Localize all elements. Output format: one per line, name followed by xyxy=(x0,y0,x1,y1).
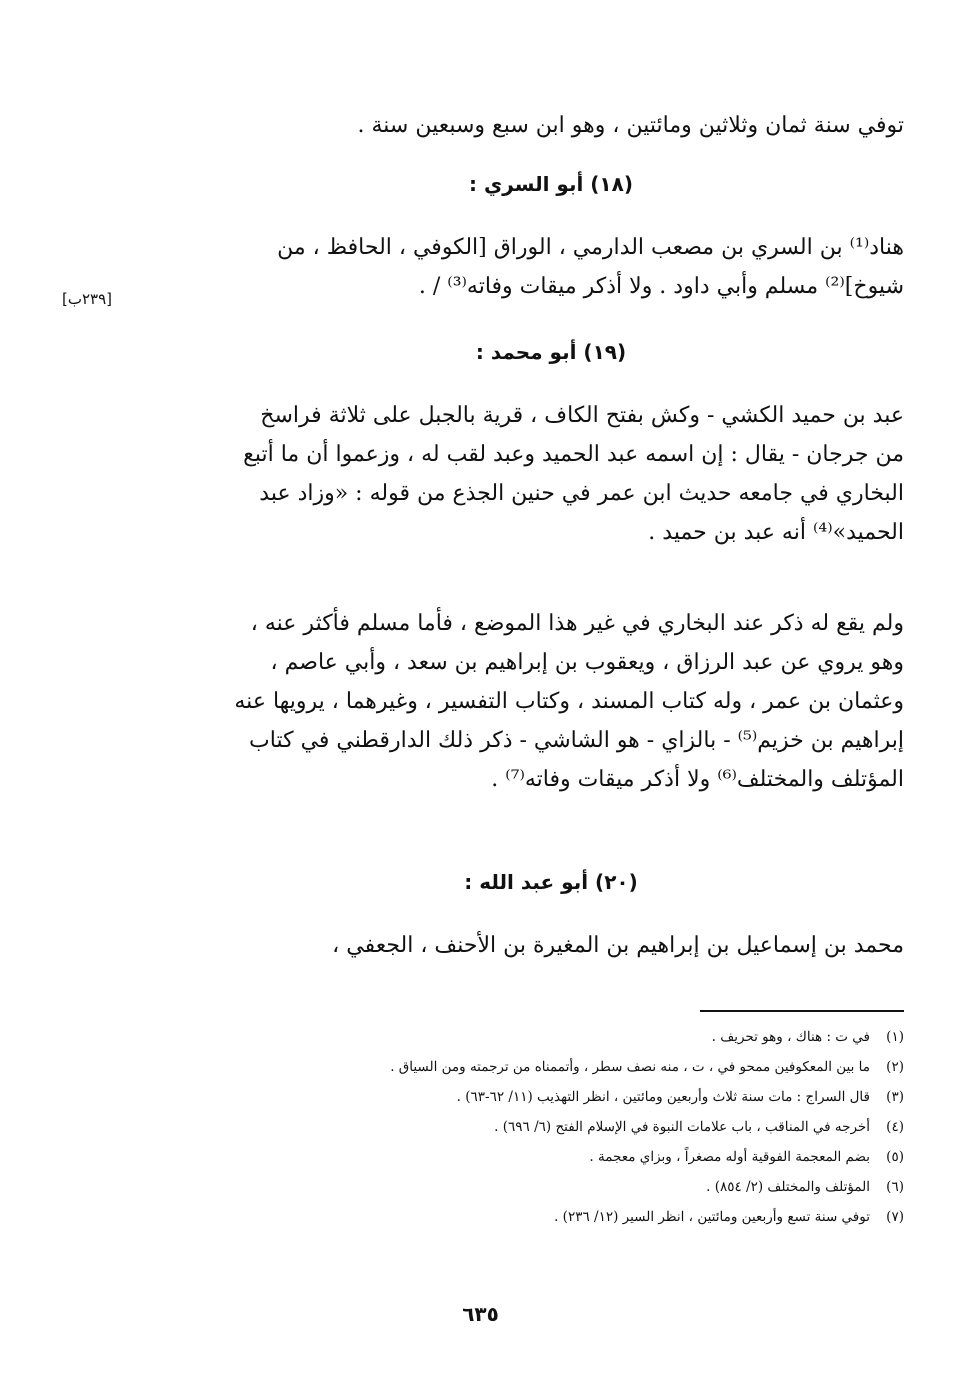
entry-heading-19: (١٩) أبو محمد : xyxy=(475,340,627,364)
footnote-item xyxy=(198,1052,904,1082)
footnote-text: بضم المعجمة الفوقية أوله مصغراً ، وبزاي معجمة . xyxy=(589,1149,870,1165)
footnote-number: (٦) xyxy=(886,1179,904,1195)
footnote-number: (٧) xyxy=(886,1209,904,1225)
text-line: محمد بن إسماعيل بن إبراهيم بن المغيرة بن الأحنف ، الجعفي ، xyxy=(332,933,904,958)
footnote-item xyxy=(198,1172,904,1202)
text-line: البخاري في جامعه حديث ابن عمر في حنين الجذع من قوله : «وزاد عبد xyxy=(259,481,904,506)
text-line: وهو يروي عن عبد الرزاق ، ويعقوب بن إبراهيم بن سعد ، وأبي عاصم ، xyxy=(270,650,904,675)
entry-20-paragraph xyxy=(198,926,904,965)
footnote-number: (٢) xyxy=(886,1059,904,1075)
footnote-number: (٥) xyxy=(886,1149,904,1165)
footnote-item xyxy=(198,1142,904,1172)
entry-19-paragraph-2 xyxy=(198,604,904,799)
footnote-text: ما بين المعكوفين ممحو في ، ت ، منه نصف سطر ، وأتممناه من ترجمته ومن السياق . xyxy=(390,1059,870,1075)
text-line: هناد⁽¹⁾ بن السري بن مصعب الدارمي ، الوراق [الكوفي ، الحافظ ، من xyxy=(277,235,904,260)
footnote-text: أخرجه في المناقب ، باب علامات النبوة في الإسلام الفتح (٦/ ٦٩٦) . xyxy=(494,1119,870,1135)
footnote-item xyxy=(198,1022,904,1052)
footnote-text: في ت : هناك ، وهو تحريف . xyxy=(711,1029,870,1045)
footnote-text: توفي سنة تسع وأربعين ومائتين ، انظر السير (١٢/ ٢٣٦) . xyxy=(554,1209,870,1225)
entry-heading-20: (٢٠) أبو عبد الله : xyxy=(464,870,638,894)
text-line: من جرجان - يقال : إن اسمه عبد الحميد وعبد لقب له ، وزعموا أن ما أتبع xyxy=(243,442,904,467)
footnote-number: (٣) xyxy=(886,1089,904,1105)
text-line: إبراهيم بن خزيم⁽⁵⁾ - بالزاي - هو الشاشي - ذكر ذلك الدارقطني في كتاب xyxy=(249,728,904,753)
footnote-separator xyxy=(700,1010,904,1012)
footnote-item xyxy=(198,1082,904,1112)
footnote-number: (٤) xyxy=(886,1119,904,1135)
text-line: وعثمان بن عمر ، وله كتاب المسند ، وكتاب التفسير ، وغيرهما ، يرويها عنه xyxy=(234,689,904,714)
footnote-text: قال السراج : مات سنة ثلاث وأربعين ومائتين ، انظر التهذيب (١١/ ٦٢-٦٣) . xyxy=(456,1089,870,1105)
intro-paragraph xyxy=(198,106,904,145)
footnote-item xyxy=(198,1202,904,1232)
text-line: عبد بن حميد الكشي - وكش بفتح الكاف ، قرية بالجبل على ثلاثة فراسخ xyxy=(260,403,904,428)
margin-folio-marker: [٢٣٩ب] xyxy=(62,290,113,308)
text-line: شيوخ]⁽²⁾ مسلم وأبي داود . ولا أذكر ميقات وفاته⁽³⁾ / . xyxy=(418,274,904,299)
text-line: ولم يقع له ذكر عند البخاري في غير هذا الموضع ، فأما مسلم فأكثر عنه ، xyxy=(250,611,904,636)
text-line: المؤتلف والمختلف⁽⁶⁾ ولا أذكر ميقات وفاته⁽⁷⁾ . xyxy=(491,767,904,792)
footnote-item xyxy=(198,1112,904,1142)
footnote-number: (١) xyxy=(886,1029,904,1045)
page-number: ٦٣٥ xyxy=(462,1302,499,1326)
entry-19-paragraph-1 xyxy=(198,396,904,552)
text-line: توفي سنة ثمان وثلاثين ومائتين ، وهو ابن سبع وسبعين سنة . xyxy=(357,113,904,138)
entry-heading-18: (١٨) أبو السري : xyxy=(469,172,633,196)
footnotes xyxy=(198,1022,904,1232)
entry-18-paragraph xyxy=(198,228,904,306)
text-line: الحميد»⁽⁴⁾ أنه عبد بن حميد . xyxy=(648,520,904,545)
footnote-text: المؤتلف والمختلف (٢/ ٨٥٤) . xyxy=(706,1179,870,1195)
